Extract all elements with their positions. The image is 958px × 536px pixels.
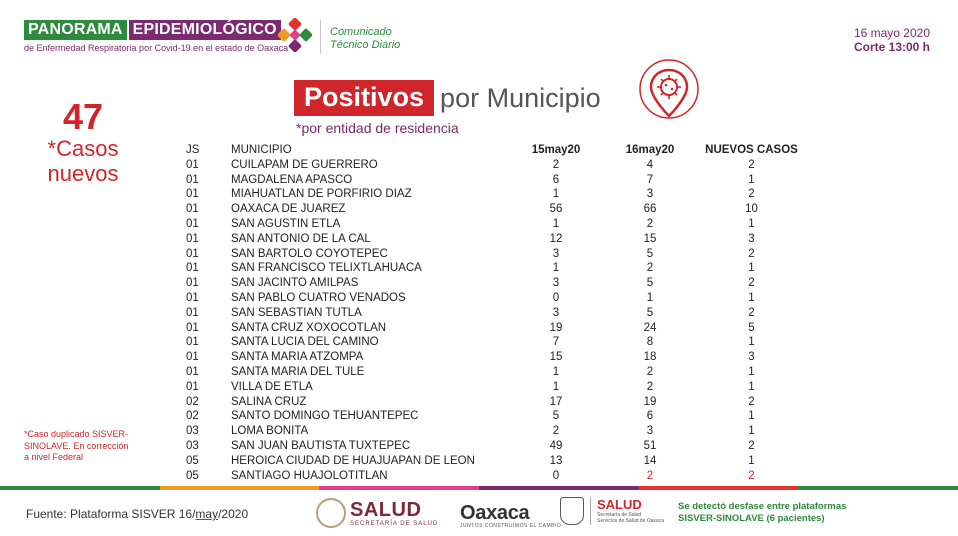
cell-js: 01 [186, 188, 199, 201]
cell-js: 01 [186, 365, 199, 378]
cell-15may: 1 [552, 365, 560, 378]
cell-nuevos: 2 [748, 188, 755, 201]
table-row [186, 261, 799, 276]
table-row [186, 335, 799, 350]
new-cases-label-1: *Casos [47, 136, 119, 161]
cell-js: 01 [186, 203, 199, 216]
cell-js: 02 [186, 410, 199, 423]
cell-municipio: SAN SEBASTIAN TUTLA [231, 306, 362, 319]
table-body [186, 158, 799, 484]
cell-municipio: HEROICA CIUDAD DE HUAJUAPAN DE LEON [231, 454, 475, 467]
cell-nuevos: 1 [748, 365, 755, 378]
page-title [294, 80, 601, 116]
cell-15may: 0 [552, 469, 560, 482]
cell-municipio: SANTA LUCIA DEL CAMINO [231, 336, 379, 349]
cell-js: 02 [186, 395, 199, 408]
title-highlight: Positivos [294, 80, 434, 116]
table-row [186, 469, 799, 484]
cell-js: 01 [186, 336, 199, 349]
cell-municipio: SANTA MARIA ATZOMPA [231, 351, 364, 364]
header-js: JS [186, 144, 200, 156]
cell-municipio: SAN FRANCISCO TELIXTLAHUACA [231, 262, 422, 275]
cell-js: 01 [186, 321, 199, 334]
cell-nuevos: 3 [748, 351, 755, 364]
brand-banner [24, 20, 281, 40]
cell-nuevos: 5 [748, 321, 755, 334]
corte-time: Corte 13:00 h [853, 40, 930, 54]
table-row [186, 291, 799, 306]
table-row [186, 247, 799, 262]
brand-epidemiologico: EPIDEMIOLÓGICO [129, 20, 281, 40]
table-row [186, 217, 799, 232]
cell-municipio: SANTA CRUZ XOXOCOTLAN [231, 321, 387, 334]
cell-16may: 66 [643, 203, 657, 216]
header-municipio: MUNICIPIO [231, 144, 292, 156]
table-header [186, 143, 799, 158]
cell-nuevos: 1 [748, 454, 755, 467]
cell-municipio: OAXACA DE JUAREZ [231, 203, 346, 216]
cell-15may: 1 [552, 217, 560, 230]
cell-16may: 3 [646, 188, 654, 201]
oaxaca-crest-icon [560, 497, 584, 525]
cell-municipio: SANTA MARIA DEL TULE [231, 365, 365, 378]
cell-nuevos: 1 [748, 425, 755, 438]
cell-15may: 13 [549, 454, 563, 467]
cell-nuevos: 2 [748, 247, 755, 260]
table-row [186, 276, 799, 291]
table-row [186, 321, 799, 336]
cell-nuevos: 1 [748, 262, 755, 275]
cell-nuevos: 1 [748, 336, 755, 349]
table-row [186, 158, 799, 173]
cell-16may: 15 [643, 232, 657, 245]
cell-15may: 6 [552, 173, 560, 186]
cell-15may: 1 [552, 188, 560, 201]
cell-js: 05 [186, 454, 199, 467]
cell-municipio: MIAHUATLAN DE PORFIRIO DIAZ [231, 188, 412, 201]
cell-15may: 56 [549, 203, 563, 216]
table-row [186, 395, 799, 410]
cell-16may: 4 [646, 158, 654, 171]
cell-15may: 3 [552, 306, 560, 319]
cell-16may: 2 [646, 380, 654, 393]
cell-15may: 3 [552, 247, 560, 260]
cell-15may: 17 [549, 395, 563, 408]
header-divider [320, 20, 321, 54]
cell-16may: 2 [646, 217, 654, 230]
cell-municipio: SAN JACINTO AMILPAS [231, 277, 359, 290]
cell-16may: 2 [646, 469, 654, 482]
table-row [186, 232, 799, 247]
cell-15may: 12 [549, 232, 563, 245]
cell-municipio: SAN AGUSTIN ETLA [231, 217, 341, 230]
new-cases-summary [20, 98, 146, 186]
cell-16may: 5 [646, 277, 654, 290]
table-row [186, 306, 799, 321]
source-text: Fuente: Plataforma SISVER 16/may/2020 [26, 507, 249, 521]
title-subtitle: *por entidad de residencia [296, 120, 459, 136]
cell-15may: 0 [552, 291, 560, 304]
desfase-note: Se detectó desfase entre plataformas SISVER-SINOLAVE (6 pacientes) [678, 501, 847, 524]
cell-municipio: SAN PABLO CUATRO VENADOS [231, 291, 406, 304]
cell-municipio: VILLA DE ETLA [231, 380, 313, 393]
footer-color-stripe [0, 486, 958, 490]
table-row [186, 187, 799, 202]
cell-16may: 18 [643, 351, 657, 364]
cell-municipio: SAN BARTOLO COYOTEPEC [231, 247, 388, 260]
cell-15may: 19 [549, 321, 563, 334]
comunicado-label: Comunicado Técnico Diario [330, 26, 401, 51]
cell-nuevos: 2 [748, 469, 755, 482]
cell-16may: 24 [643, 321, 657, 334]
cell-15may: 1 [552, 262, 560, 275]
cell-js: 05 [186, 469, 199, 482]
cell-15may: 1 [552, 380, 560, 393]
cell-nuevos: 1 [748, 380, 755, 393]
cell-16may: 5 [646, 247, 654, 260]
cell-js: 01 [186, 217, 199, 230]
cell-16may: 2 [646, 262, 654, 275]
cell-js: 01 [186, 262, 199, 275]
cell-nuevos: 1 [748, 217, 755, 230]
table-row [186, 202, 799, 217]
cell-js: 01 [186, 306, 199, 319]
cell-15may: 3 [552, 277, 560, 290]
table-row [186, 409, 799, 424]
table-row [186, 173, 799, 188]
table-row [186, 365, 799, 380]
cell-nuevos: 1 [748, 291, 755, 304]
cell-15may: 49 [549, 439, 563, 452]
brand-subtitle: de Enfermedad Respiratoria por Covid-19 en el estado de Oaxaca [24, 43, 289, 53]
cell-nuevos: 1 [748, 410, 755, 423]
table-row [186, 454, 799, 469]
cell-municipio: MAGDALENA APASCO [231, 173, 353, 186]
new-cases-count: 47 [62, 96, 104, 137]
table-row [186, 439, 799, 454]
cell-16may: 8 [646, 336, 654, 349]
brand-panorama: PANORAMA [24, 20, 127, 40]
cell-15may: 5 [552, 410, 560, 423]
cell-municipio: SANTIAGO HUAJOLOTITLAN [231, 469, 388, 482]
cell-15may: 15 [549, 351, 563, 364]
cell-16may: 2 [646, 365, 654, 378]
new-cases-label-2: nuevos [47, 161, 119, 186]
secretaria-salud-logo: SALUD SECRETARÍA DE SALUD [316, 498, 438, 528]
cell-16may: 5 [646, 306, 654, 319]
header-16may: 16may20 [625, 144, 675, 156]
header-15may: 15may20 [531, 144, 581, 156]
cell-js: 01 [186, 232, 199, 245]
cell-js: 01 [186, 158, 199, 171]
cell-municipio: SAN ANTONIO DE LA CAL [231, 232, 371, 245]
date-text: 16 mayo 2020 [853, 26, 930, 40]
cell-municipio: SALINA CRUZ [231, 395, 307, 408]
virus-location-pin-icon [638, 58, 700, 134]
cell-js: 01 [186, 380, 199, 393]
cell-16may: 3 [646, 425, 654, 438]
cases-table [186, 143, 799, 483]
cell-municipio: SANTO DOMINGO TEHUANTEPEC [231, 410, 419, 423]
cell-nuevos: 2 [748, 395, 755, 408]
cell-municipio: LOMA BONITA [231, 425, 309, 438]
cell-nuevos: 3 [748, 232, 755, 245]
cell-15may: 7 [552, 336, 560, 349]
duplicate-note: *Caso duplicado SISVER- SINOLAVE. En corrección a nivel Federal [24, 429, 129, 462]
oaxaca-logo: Oaxaca JUNTOS CONSTRUIMOS EL CAMBIO [460, 502, 562, 529]
cell-js: 03 [186, 425, 199, 438]
cell-15may: 2 [552, 425, 560, 438]
cell-js: 01 [186, 291, 199, 304]
cell-js: 03 [186, 439, 199, 452]
cell-nuevos: 2 [748, 277, 755, 290]
cell-js: 01 [186, 247, 199, 260]
cell-16may: 14 [643, 454, 657, 467]
cell-nuevos: 10 [745, 203, 758, 216]
table-row [186, 380, 799, 395]
report-date [854, 26, 930, 54]
cell-nuevos: 2 [748, 439, 755, 452]
title-rest: por Municipio [440, 83, 601, 113]
table-row [186, 424, 799, 439]
servicios-salud-oaxaca-logo: SALUD Secretaría de Salud Servicios de Salud de Oaxaca [560, 497, 664, 525]
cell-16may: 19 [643, 395, 657, 408]
cell-15may: 2 [552, 158, 560, 171]
cell-16may: 1 [646, 291, 654, 304]
table-row [186, 350, 799, 365]
cell-16may: 51 [643, 439, 657, 452]
cell-js: 01 [186, 173, 199, 186]
cell-js: 01 [186, 351, 199, 364]
cell-nuevos: 1 [748, 173, 755, 186]
cell-16may: 6 [646, 410, 654, 423]
cell-16may: 7 [646, 173, 654, 186]
cell-municipio: SAN JUAN BAUTISTA TUXTEPEC [231, 439, 411, 452]
petals-logo-icon [278, 18, 312, 52]
cell-nuevos: 2 [748, 158, 755, 171]
eagle-seal-icon [316, 498, 346, 528]
header-nuevos: NUEVOS CASOS [705, 144, 798, 156]
cell-nuevos: 2 [748, 306, 755, 319]
cell-js: 01 [186, 277, 199, 290]
cell-municipio: CUILAPAM DE GUERRERO [231, 158, 378, 171]
